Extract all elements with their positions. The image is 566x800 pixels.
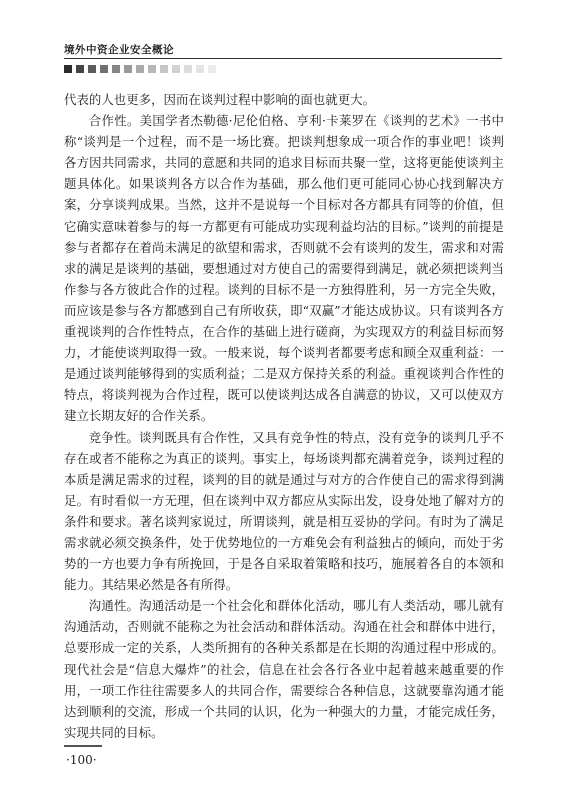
paragraph-continuation: 代表的人也更多，因而在谈判过程中影响的面也就更大。 [64, 92, 376, 107]
header-square [64, 65, 72, 73]
header-square [100, 65, 108, 73]
header-square [76, 65, 84, 73]
header-square [208, 65, 216, 73]
page-number: ·100· [66, 753, 97, 767]
paragraph-cooperation: 合作性。美国学者杰勒德·尼伦伯格、亨利·卡莱罗在《谈判的艺术》一书中称“谈判是一个过程，而不是一场比赛。把谈判想象成一项合作的事业吧！谈判各方因共同需求，共同的意愿和共同的追求目标而共聚一堂，这将更能使谈判主题具体化。如果谈判各方以合作为基础，那么他们更可能同心协心找到解决方案，分享谈判成果。当然，这并不是说每一个目标对各方都具有同等的价值，但它确实意味着参与的每一方都更有可能成功实现利益均沾的目标。”谈判的前提是参与者都存在着尚未满足的欲望和需求，否则就不会有谈判的发生，需求和对需求的满足是谈判的基础，要想通过对方使自己的需要得到满足，就必须把谈判当作参与各方彼此合作的过程。谈判的目标不是一方独得胜利，另一方完全失败，而应该是参与各方都感到自己有所收获，即“双赢”才能达成协议。只有谈判各方重视谈判的合作性特点，在合作的基础上进行磋商，为实现双方的利益目标而努力，才能使谈判取得一致。一般来说，每个谈判者都要考虑和顾全双重利益：一是通过谈判能够得到的实质利益；二是双方保持关系的利益。重视谈判合作性的特点，将谈判视为合作过程，既可以使谈判达成各自满意的协议，又可以使双方建立长期友好的合作关系。 [64, 113, 504, 424]
running-header [64, 42, 504, 57]
header-square [160, 65, 168, 73]
paragraph-communication: 沟通性。沟通活动是一个社会化和群体化活动，哪儿有人类活动，哪儿就有沟通活动，否则就不能称之为社会活动和群体活动。沟通在社会和群体中进行，总要形成一定的关系，人类所拥有的各种关系都是在长期的沟通过程中形成的。现代社会是“信息大爆炸”的社会，信息在社会各行各业中起着越来越重要的作用，一项工作往往需要多人的共同合作，需要综合各种信息，这就要靠沟通才能达到顺利的交流，形成一个共同的认识，化为一种强大的力量，才能完成任务，实现共同的目标。 [64, 598, 504, 740]
header-square [148, 65, 156, 73]
footer-rule [64, 745, 102, 747]
header-rule [64, 58, 502, 59]
header-square [112, 65, 120, 73]
page-body [64, 89, 504, 743]
header-square [88, 65, 96, 73]
book-title: 境外中资企业安全概论 [64, 44, 174, 56]
header-square [124, 65, 132, 73]
header-square [196, 65, 204, 73]
header-square [172, 65, 180, 73]
header-square [184, 65, 192, 73]
header-square-strip [64, 65, 216, 73]
header-square [136, 65, 144, 73]
paragraph-competition: 竞争性。谈判既具有合作性，又具有竞争性的特点，没有竞争的谈判几乎不存在或者不能称之为真正的谈判。事实上，每场谈判都充满着竞争，谈判过程的本质是满足需求的过程，谈判的目的就是通过与对方的合作使自己的需求得到满足。有时看似一方无理，但在谈判中双方都应从实际出发，设身处地了解对方的条件和要求。著名谈判家说过，所谓谈判，就是相互妥协的学问。有时为了满足需求就必须交换条件，处于优势地位的一方难免会有利益独占的倾向，而处于劣势的一方也要力争有所挽回，于是各自采取着策略和技巧，施展着各自的本领和能力。其结果必然是各有所得。 [64, 429, 504, 593]
